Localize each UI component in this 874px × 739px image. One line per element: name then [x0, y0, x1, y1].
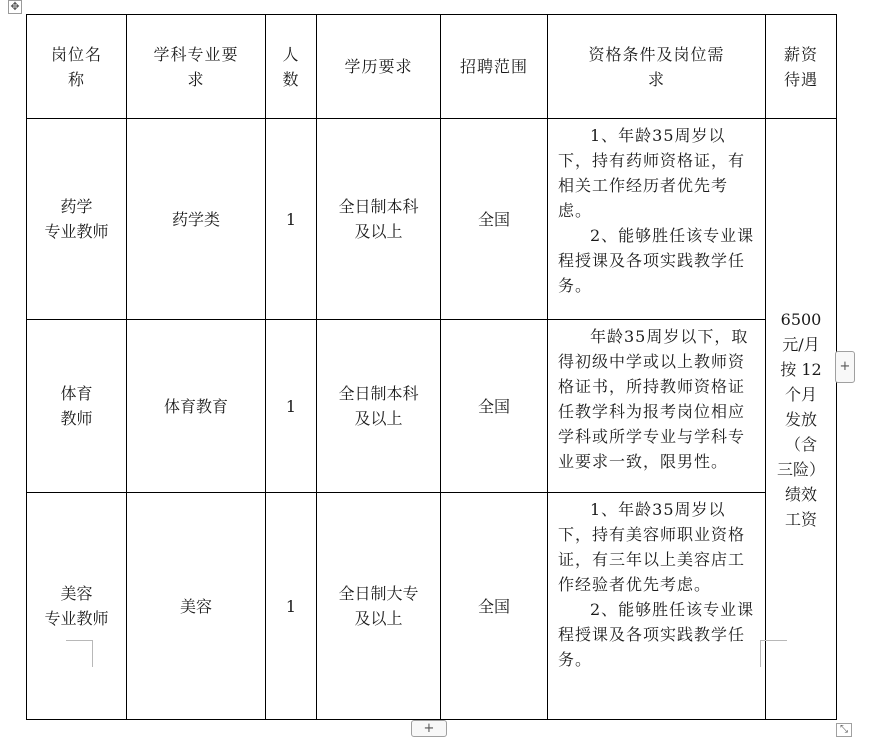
recruitment-table — [26, 14, 837, 720]
header-requirements: 资格条件及岗位需 求 — [548, 15, 766, 119]
header-scope: 招聘范围 — [441, 15, 548, 119]
add-row-button[interactable]: + — [411, 720, 447, 737]
header-row — [27, 15, 837, 119]
cell-education: 全日制本科 及以上 — [317, 320, 441, 493]
add-column-button[interactable]: + — [835, 351, 855, 383]
cell-salary: 6500 元/月 按 12 个月 发放 （含 三险） 绩效 工资 — [766, 119, 837, 720]
header-count: 人 数 — [266, 15, 317, 119]
cell-count: 1 — [266, 119, 317, 320]
cell-scope: 全国 — [441, 320, 548, 493]
cell-major: 美容 — [127, 493, 266, 720]
table-row — [27, 119, 837, 320]
cell-count: 1 — [266, 320, 317, 493]
table-row — [27, 493, 837, 720]
header-major: 学科专业要 求 — [127, 15, 266, 119]
header-position: 岗位名 称 — [27, 15, 127, 119]
cell-education: 全日制本科 及以上 — [317, 119, 441, 320]
cell-requirements: 年龄35周岁以下，取得初级中学或以上教师资格证书，所持教师资格证任教学科为报考岗位相应学科或所学专业与学科专业要求一致，限男性。 — [548, 320, 766, 493]
crop-mark — [66, 640, 93, 667]
cell-education: 全日制大专 及以上 — [317, 493, 441, 720]
crop-mark — [760, 640, 787, 667]
cell-requirements: 1、年龄35周岁以下，持有美容师职业资格证，有三年以上美容店工作经验者优先考虑。 2、能够胜任该专业课程授课及各项实践教学任务。 — [548, 493, 766, 720]
table-move-handle-icon[interactable]: ✥ — [8, 0, 22, 14]
cell-position: 美容 专业教师 — [27, 493, 127, 720]
cell-position: 药学 专业教师 — [27, 119, 127, 320]
cell-position: 体育 教师 — [27, 320, 127, 493]
table-row — [27, 320, 837, 493]
cell-scope: 全国 — [441, 493, 548, 720]
cell-requirements: 1、年龄35周岁以下，持有药师资格证，有相关工作经历者优先考虑。 2、能够胜任该专业课程授课及各项实践教学任务。 — [548, 119, 766, 320]
cell-major: 体育教育 — [127, 320, 266, 493]
cell-major: 药学类 — [127, 119, 266, 320]
table-resize-handle-icon[interactable]: ⤡ — [836, 723, 852, 737]
cell-count: 1 — [266, 493, 317, 720]
cell-scope: 全国 — [441, 119, 548, 320]
header-education: 学历要求 — [317, 15, 441, 119]
header-salary: 薪资 待遇 — [766, 15, 837, 119]
